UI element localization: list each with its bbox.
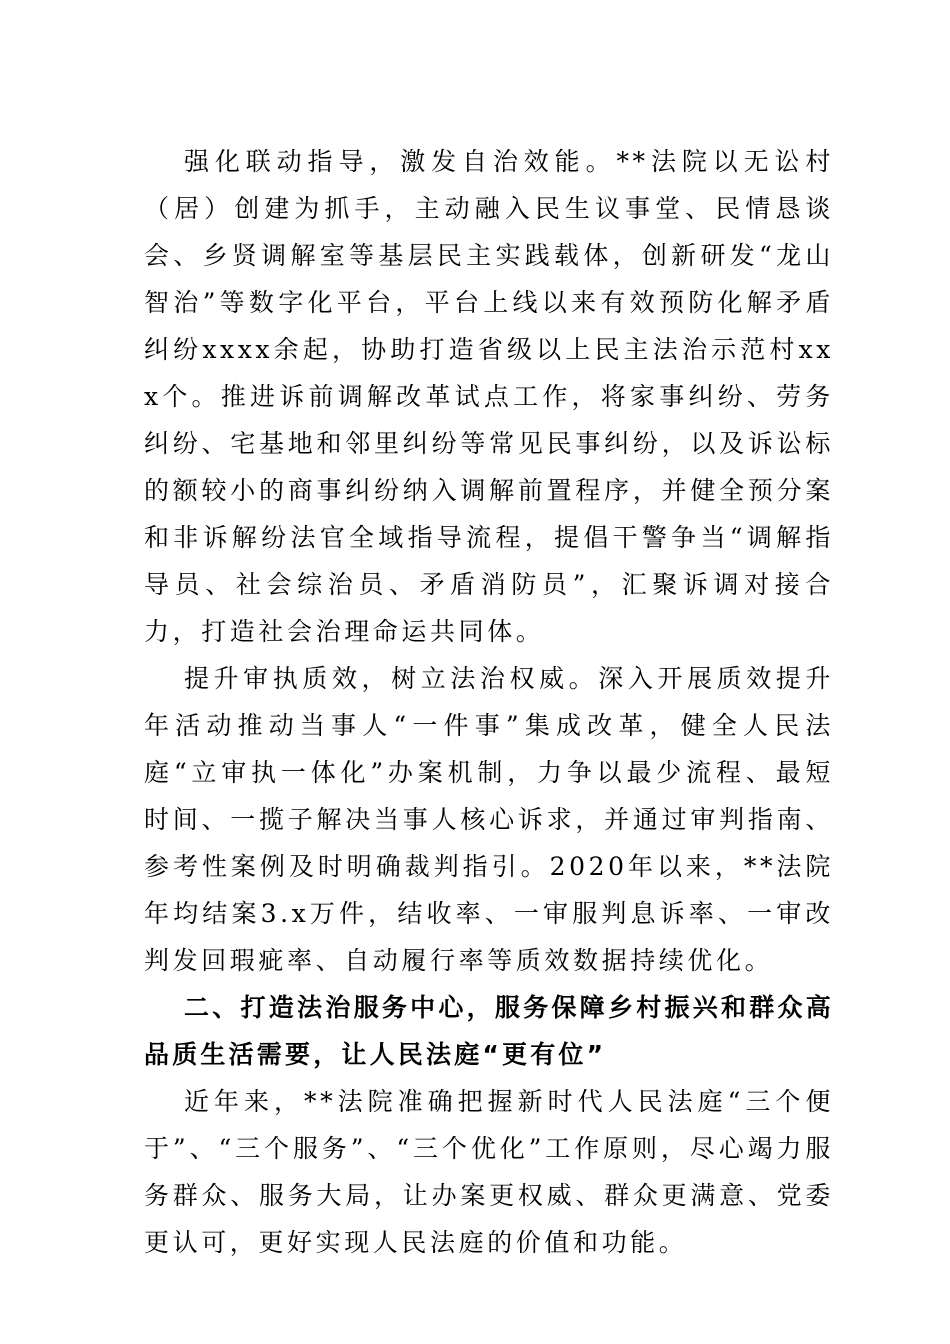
section-heading-legal-service-center: 二、打造法治服务中心，服务保障乡村振兴和群众高品质生活需要，让人民法庭“更有位” bbox=[144, 993, 834, 1069]
document-body bbox=[144, 138, 834, 1266]
paragraph-linkage-guidance: 强化联动指导，激发自治效能。**法院以无讼村（居）创建为抓手，主动融入民生议事堂、民情恳谈会、乡贤调解室等基层民主实践载体，创新研发“龙山智治”等数字化平台，平台上线以来有效预防化解矛盾纠纷xxxx余起，协助打造省级以上民主法治示范村xxx个。推进诉前调解改革试点工作，将家事纠纷、劳务纠纷、宅基地和邻里纠纷等常见民事纠纷，以及诉讼标的额较小的商事纠纷纳入调解前置程序，并健全预分案和非诉解纷法官全域指导流程，提倡干警争当“调解指导员、社会综治员、矛盾消防员”，汇聚诉调对接合力，打造社会治理命运共同体。 bbox=[144, 147, 834, 646]
paragraph-trial-efficiency: 提升审执质效，树立法治权威。深入开展质效提升年活动推动当事人“一件事”集成改革，健全人民法庭“立审执一体化”办案机制，力争以最少流程、最短时间、一揽子解决当事人核心诉求，并通过审判指南、参考性案例及时明确裁判指引。2020年以来，**法院年均结案3.x万件，结收率、一审服判息诉率、一审改判发回瑕疵率、自动履行率等质效数据持续优化。 bbox=[144, 664, 834, 975]
paragraph-recent-years: 近年来，**法院准确把握新时代人民法庭“三个便于”、“三个服务”、“三个优化”工作原则，尽心竭力服务群众、服务大局，让办案更权威、群众更满意、党委更认可，更好实现人民法庭的价值和功能。 bbox=[144, 1087, 834, 1257]
